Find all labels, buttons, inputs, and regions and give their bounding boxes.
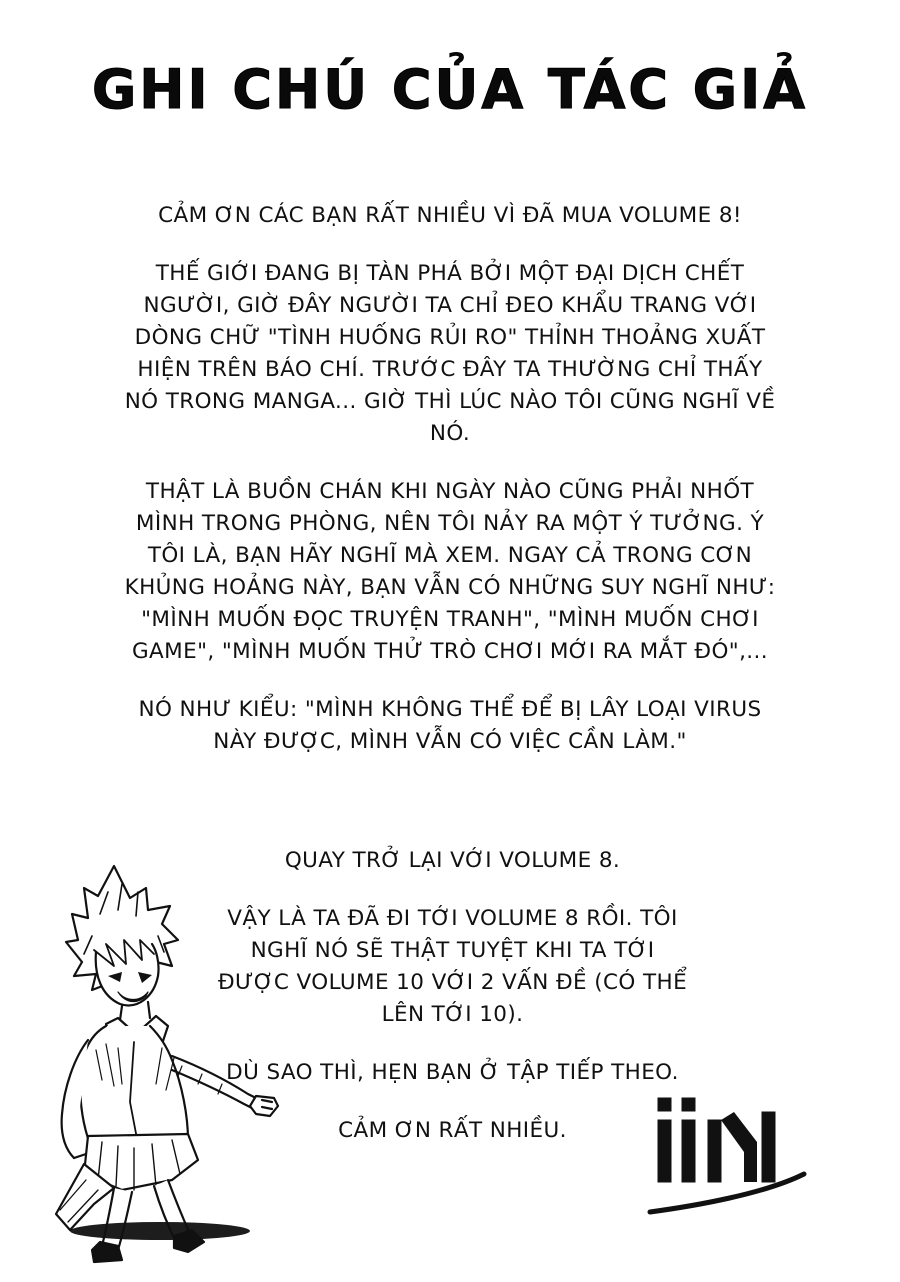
floor-shadow: [70, 1222, 250, 1240]
author-signature-svg: [644, 1090, 834, 1230]
character-illustration: [22, 844, 292, 1264]
author-note-body-upper: [120, 200, 780, 758]
page-title: GHI CHÚ CỦA TÁC GIẢ: [91, 58, 809, 121]
paragraph: QUAY TRỞ LẠI VỚI VOLUME 8.: [284, 848, 621, 873]
paragraph: CẢM ƠN CÁC BẠN RẤT NHIỀU VÌ ĐÃ MUA VOLUME 8!: [158, 203, 742, 228]
paragraph: CẢM ƠN RẤT NHIỀU.: [338, 1118, 567, 1143]
character-illustration-svg: [22, 844, 292, 1264]
paragraph: THẾ GIỚI ĐANG BỊ TÀN PHÁ BỞI MỘT ĐẠI DỊCH CHẾT NGƯỜI, GIỜ ĐÂY NGƯỜI TA CHỈ ĐEO KHẨU TRANG VỚI DÒNG CHỮ "TÌNH HUỐNG RỦI RO" THỈNH THOẢNG XUẤT HIỆN TRÊN BÁO CHÍ. TRƯỚC ĐÂY TA THƯỜNG CHỈ THẤY NÓ TRONG MANGA... GIỜ THÌ LÚC NÀO TÔI CŨNG NGHĨ VỀ NÓ.: [124, 261, 776, 446]
paragraph: THẬT LÀ BUỒN CHÁN KHI NGÀY NÀO CŨNG PHẢI NHỐT MÌNH TRONG PHÒNG, NÊN TÔI NẢY RA MỘT Ý TƯỞNG. Ý TÔI LÀ, BẠN HÃY NGHĨ MÀ XEM. NGAY CẢ TRONG CƠN KHỦNG HOẢNG NÀY, BẠN VẪN CÓ NHỮNG SUY NGHĨ NHƯ: "MÌNH MUỐN ĐỌC TRUYỆN TRANH", "MÌNH MUỐN CHƠI GAME", "MÌNH MUỐN THỬ TRÒ CHƠI MỚI RA MẮT ĐÓ",...: [124, 479, 776, 664]
author-signature: [644, 1090, 834, 1230]
paragraph: DÙ SAO THÌ, HẸN BẠN Ở TẬP TIẾP THEO.: [226, 1060, 679, 1085]
paragraph: NÓ NHƯ KIỂU: "MÌNH KHÔNG THỂ ĐỂ BỊ LÂY LOẠI VIRUS NÀY ĐƯỢC, MÌNH VẪN CÓ VIỆC CẦN LÀM.": [138, 697, 762, 754]
paragraph: VẬY LÀ TA ĐÃ ĐI TỚI VOLUME 8 RỒI. TÔI NGHĨ NÓ SẼ THẬT TUYỆT KHI TA TỚI ĐƯỢC VOLUME 10 VỚI 2 VẤN ĐỀ (CÓ THỂ LÊN TỚI 10).: [217, 906, 688, 1027]
